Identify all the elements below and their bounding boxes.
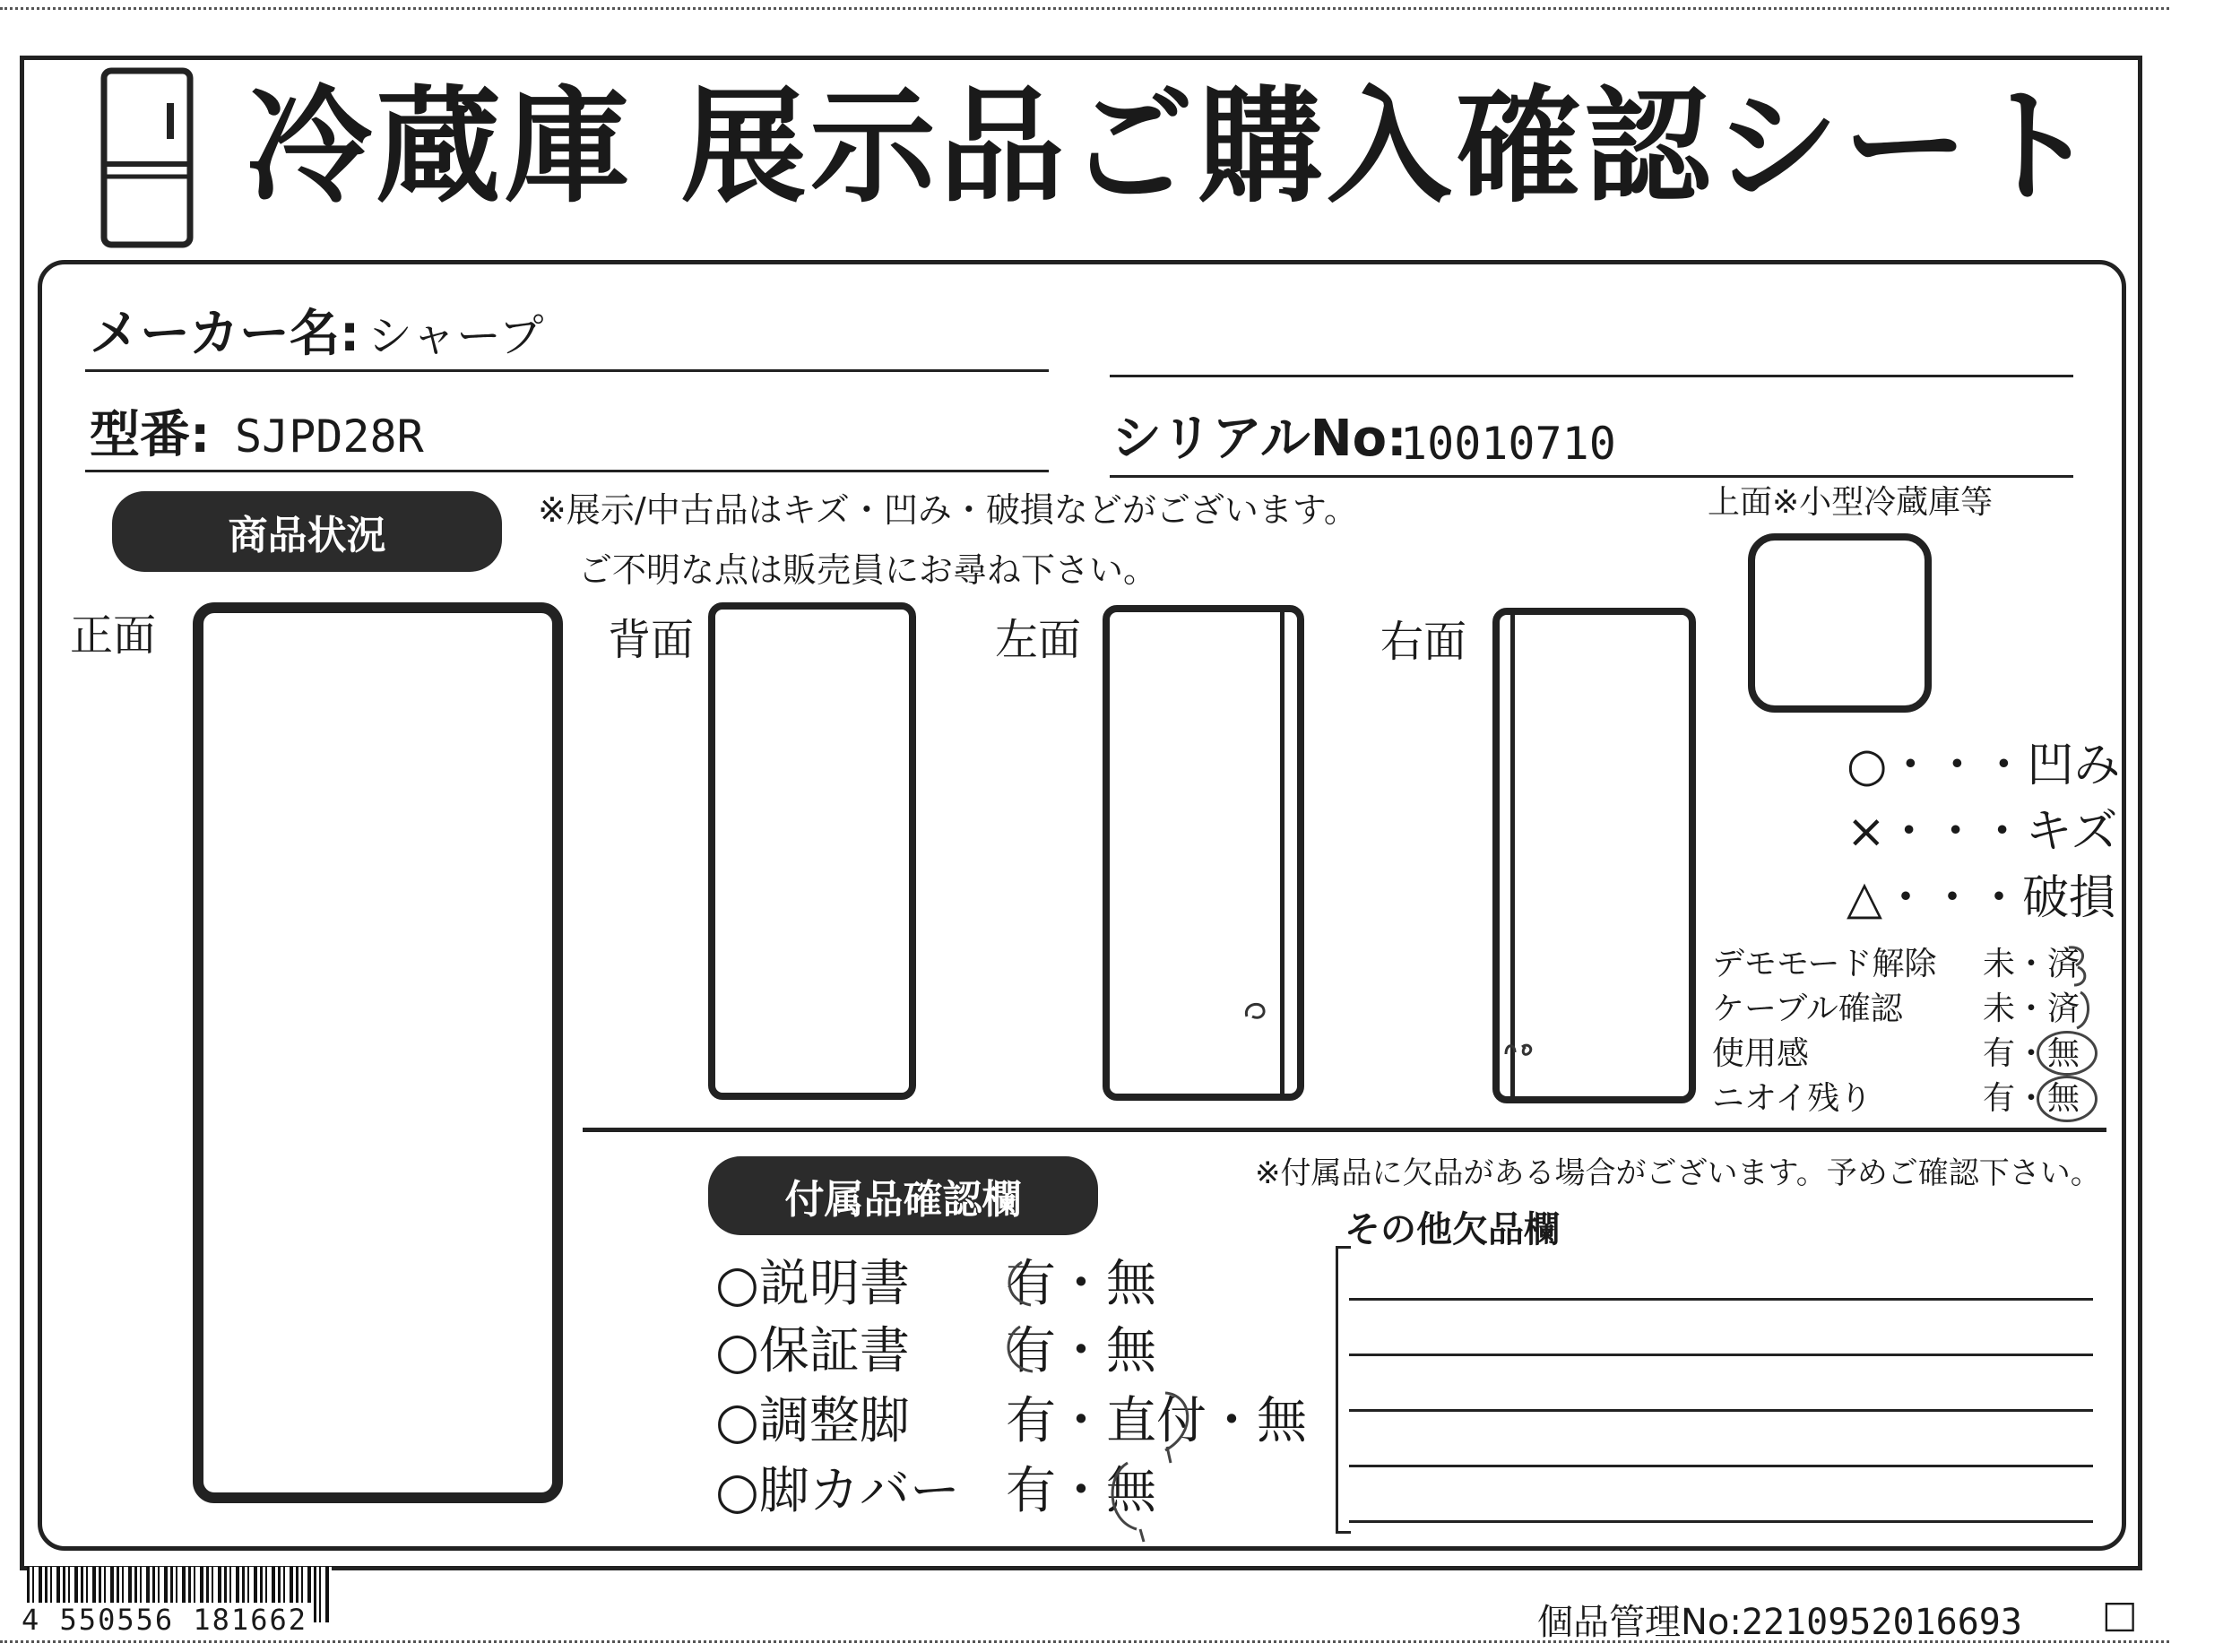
check-odor-options[interactable]: 有・無 [1983,1080,2080,1117]
top-label: 上面※小型冷蔵庫等 [1708,484,1994,521]
legend-damage: △・・・破損 [1847,871,2116,925]
top-diagram-box[interactable] [1748,533,1932,713]
maker-underline [85,369,1049,372]
management-number [1537,1594,2022,1645]
check-usage-options[interactable]: 有・無 [1983,1035,2080,1072]
barcode-digits: 4 550556 181662 [18,1603,311,1637]
other-missing-heading: その他欠品欄 [1345,1209,1560,1250]
legend-scratch: ×・・・キズ [1847,805,2118,859]
acc-warranty-options[interactable]: 有・無 [1006,1322,1156,1380]
back-diagram-box[interactable] [708,602,916,1100]
acc-feet-label: ○調整脚 [715,1392,910,1450]
model-value: SJPD28R [235,411,424,463]
check-odor-mark [2037,1076,2098,1122]
page-title: 冷蔵庫 展示品ご購入確認シート [247,74,2101,221]
other-missing-line-5[interactable] [1349,1520,2093,1523]
condition-heading: 商品状況 [112,491,502,572]
acc-none-mark [1101,1457,1181,1544]
check-demo-mark [2039,941,2091,988]
right-diagram-door-edge [1510,612,1515,1101]
left-diagram-door-edge [1280,610,1284,1098]
maker-value: シャープ [368,310,544,362]
other-missing-line-1[interactable] [1349,1298,2093,1301]
check-demo-label: デモモード解除 [1712,946,1937,982]
acc-feet-cover-label: ○脚カバー [715,1462,960,1520]
other-missing-bracket [1336,1246,1351,1534]
condition-note-2: ご不明な点は販売員にお尋ね下さい。 [578,550,1158,590]
accessories-heading: 付属品確認欄 [708,1156,1098,1235]
check-cable-mark [2042,986,2094,1031]
other-missing-line-2[interactable] [1349,1354,2093,1356]
model-underline [85,470,1049,472]
check-cable-label: ケーブル確認 [1712,990,1903,1027]
blank-underline [1110,375,2073,377]
other-missing-line-3[interactable] [1349,1409,2093,1412]
check-usage-mark [2037,1031,2098,1076]
other-missing-line-4[interactable] [1349,1465,2093,1467]
check-odor-label: ニオイ残り [1712,1080,1873,1117]
front-diagram-box[interactable] [193,602,563,1503]
right-label: 右面 [1380,617,1467,667]
acc-feet-options[interactable]: 有・直付・無 [1006,1392,1307,1450]
legend-list [1847,739,2121,925]
serial-value: 10010710 [1400,418,1616,470]
check-usage-label: 使用感 [1712,1035,1810,1072]
bottom-dotted-line [0,1640,2169,1643]
legend-dent: ○・・・凹み [1847,739,2121,792]
left-label: 左面 [995,615,1082,665]
check-cable-options[interactable]: 未・済 [1983,990,2080,1027]
condition-note-1: ※展示/中古品はキズ・凹み・破損などがございます。 [538,490,1358,530]
left-dent-mark [1241,997,1268,1024]
back-label: 背面 [608,615,695,665]
accessories-note: ※付属品に欠品がある場合がございます。予めご確認下さい。 [1255,1155,2101,1191]
management-value: 2210952016693 [1741,1602,2022,1643]
acc-manual-label: ○説明書 [715,1255,910,1313]
acc-yes-marks [995,1255,1067,1389]
serial-label: シリアルNo: [1112,410,1407,468]
top-dotted-line [0,7,2169,10]
maker-label: メーカー名: [90,305,360,363]
right-dent-mark [1502,1038,1538,1061]
acc-warranty-label: ○保証書 [715,1322,910,1380]
left-diagram-box[interactable] [1103,605,1304,1101]
right-diagram-box[interactable] [1492,608,1696,1103]
serial-underline [1110,475,2073,478]
acc-feet-cover-options[interactable]: 有・無 [1006,1462,1156,1520]
front-label: 正面 [70,610,157,661]
management-label: 個品管理No: [1537,1602,1742,1643]
acc-manual-options[interactable]: 有・無 [1006,1255,1156,1313]
acc-direct-mark [1112,1388,1201,1468]
model-label: 型番: [90,406,211,464]
section-divider [583,1128,2106,1132]
footer-checkbox[interactable]: □ [2102,1592,2138,1636]
check-demo-options[interactable]: 未・済 [1983,946,2080,982]
refrigerator-icon [100,67,194,248]
